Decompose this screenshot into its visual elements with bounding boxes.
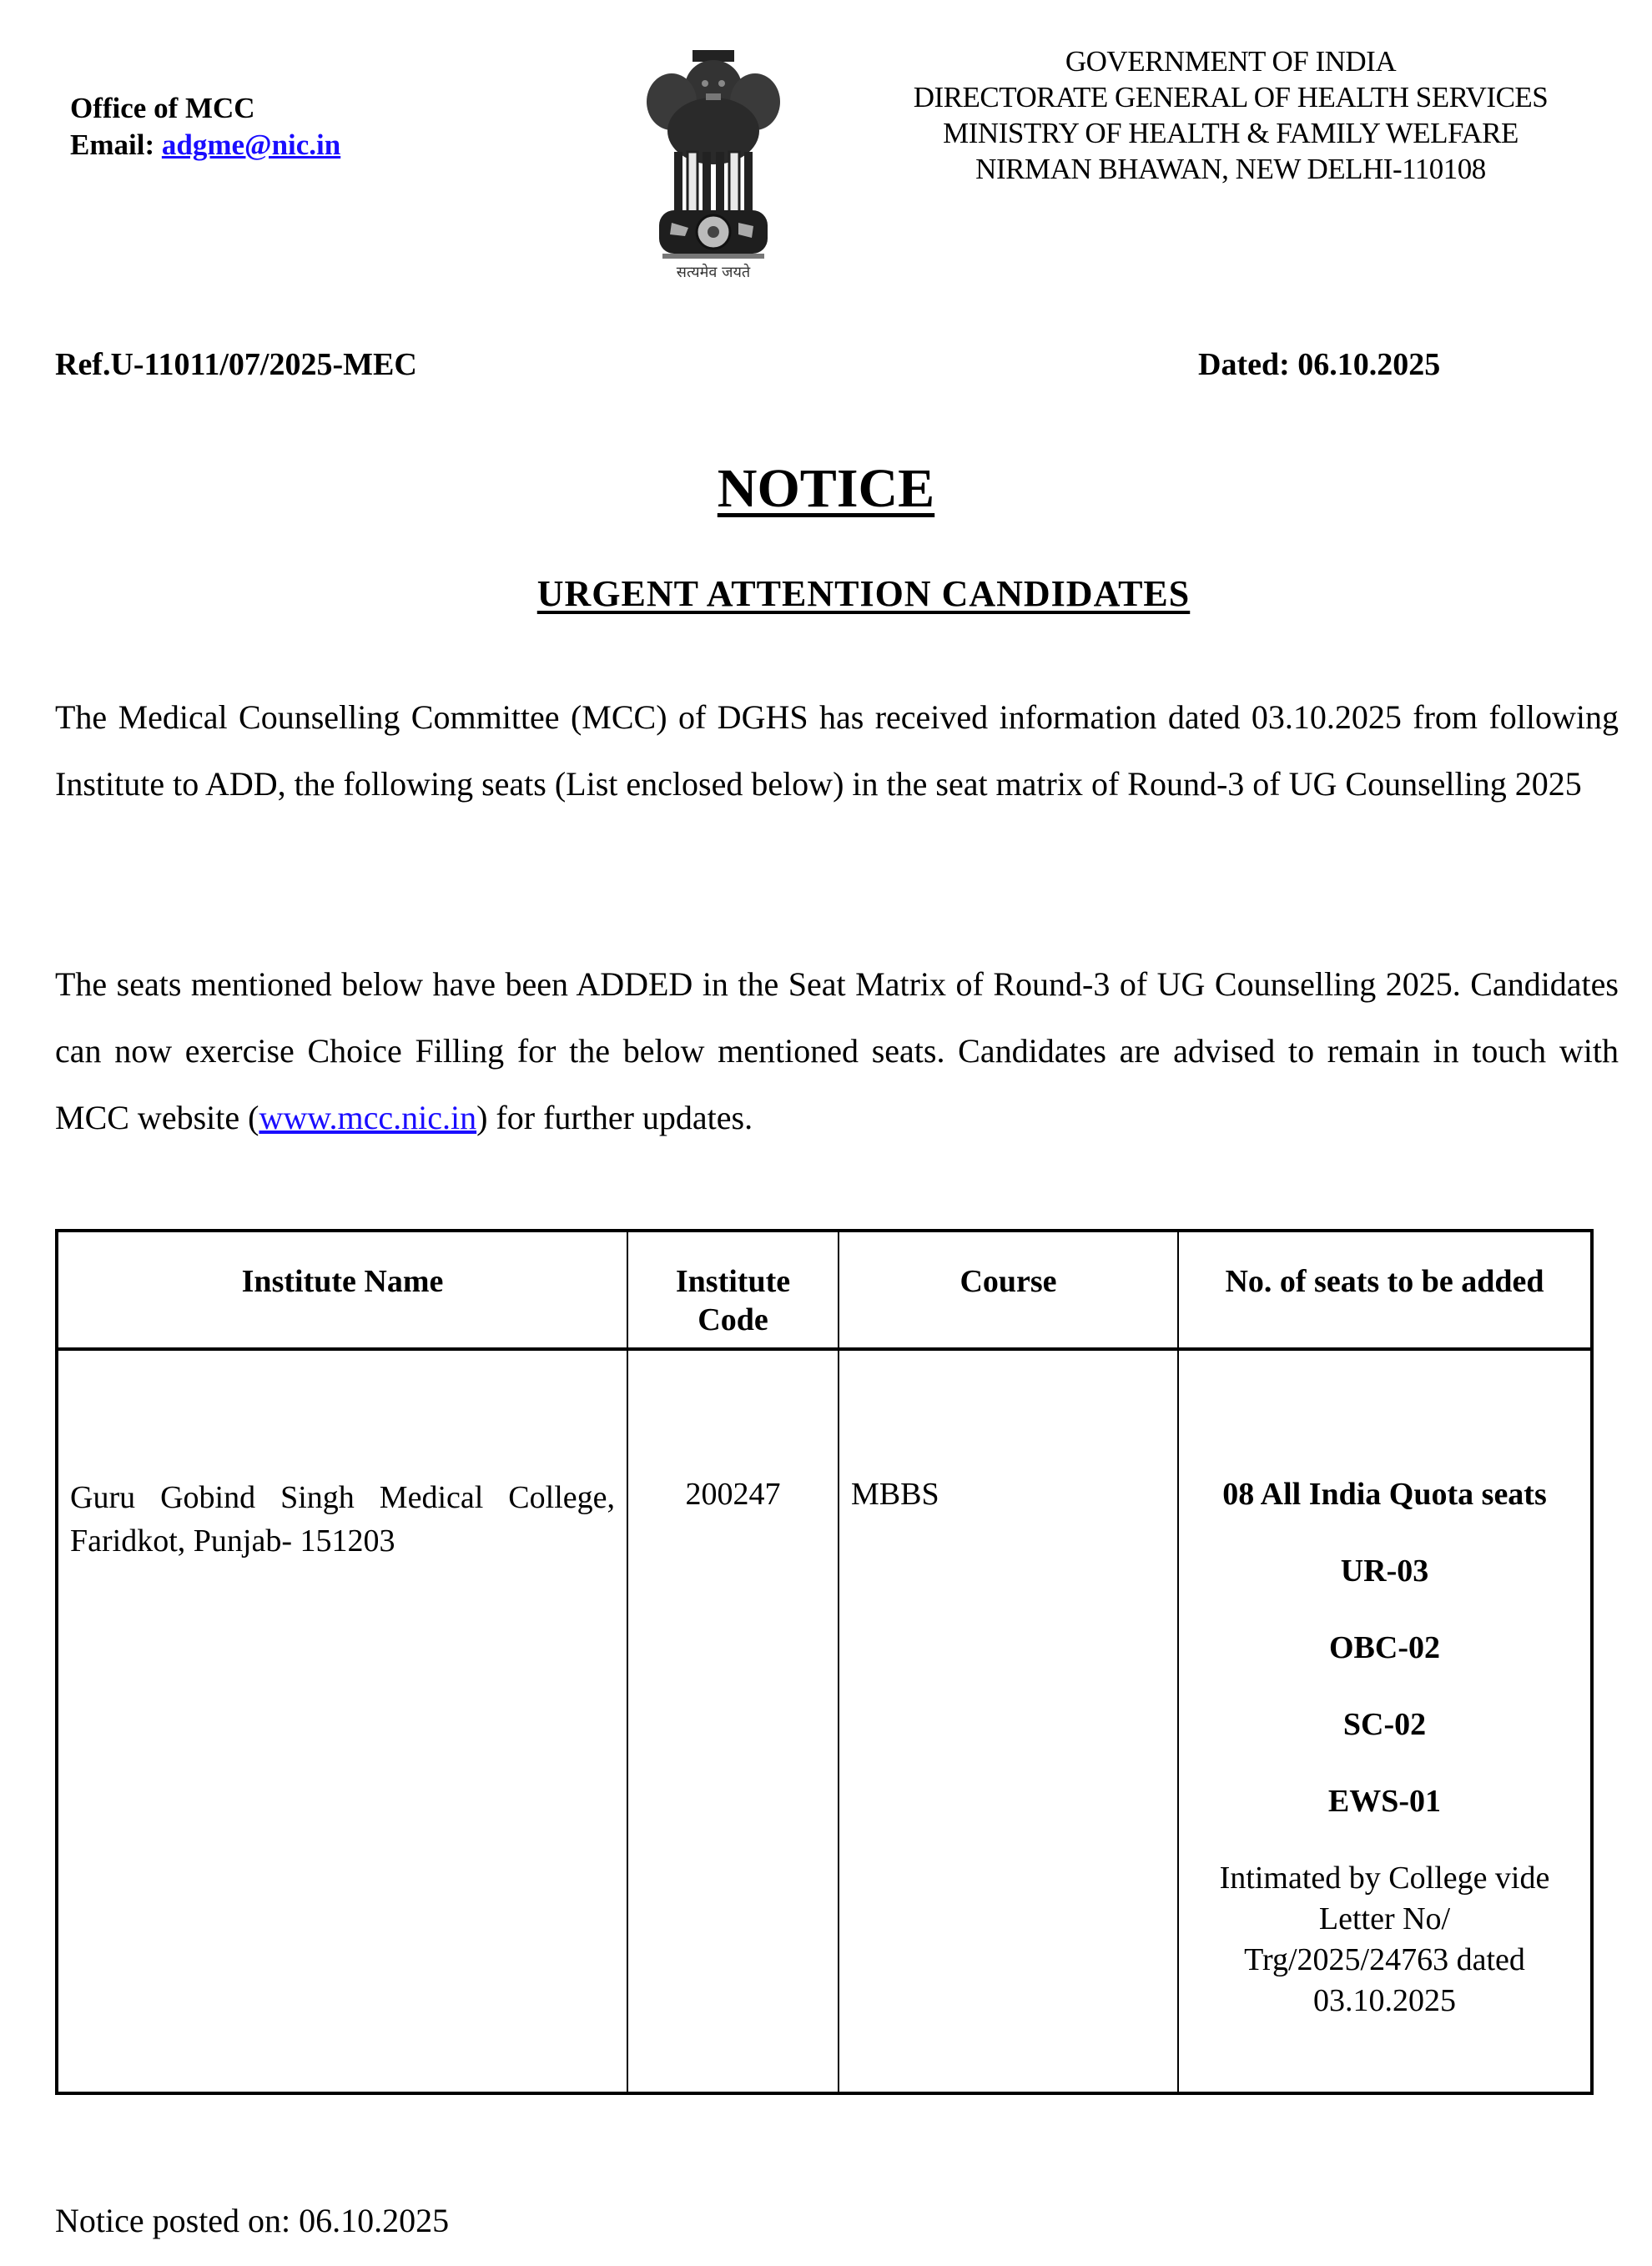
seat-category: UR-03 [1340, 1553, 1429, 1589]
notice-date: Dated: 06.10.2025 [1198, 347, 1441, 382]
office-block [70, 90, 340, 164]
seat-category: EWS-01 [1327, 1784, 1442, 1819]
office-name: Office of MCC [70, 92, 255, 124]
college-letter-note [1191, 1858, 1579, 2022]
seat-addition-table [55, 1229, 1594, 2095]
seat-category: OBC-02 [1329, 1630, 1440, 1665]
email-link[interactable]: adgme@nic.in [161, 128, 341, 161]
page-subtitle [0, 572, 1652, 615]
page-title [0, 457, 1652, 521]
cell-course: MBBS [839, 1349, 1178, 2093]
seat-category: SC-02 [1342, 1707, 1427, 1742]
reference-number: Ref.U-11011/07/2025-MEC [55, 347, 417, 382]
table-row [57, 1349, 1592, 2093]
seats-total: 08 All India Quota seats [1222, 1477, 1547, 1512]
header-course: Course [839, 1231, 1178, 1349]
note-line: Letter No/ [1318, 1901, 1451, 1936]
note-line: Trg/2025/24763 dated [1244, 1942, 1525, 1977]
note-line: 03.10.2025 [1313, 1983, 1456, 2018]
cell-institute-name: Guru Gobind Singh Medical College, Faridkot, Punjab- 151203 [57, 1349, 627, 2093]
header-institute-code: Institute Code [627, 1231, 839, 1349]
emblem-motto: सत्यमेव जयते [676, 264, 751, 281]
table-header-row [57, 1231, 1592, 1349]
national-emblem-icon [634, 43, 793, 285]
intro-paragraph: The Medical Counselling Committee (MCC) of DGHS has received information dated 03.10.2025 from following Institute to ADD, the following seats (List enclosed below) in the seat matrix of Round-3 of UG Counselling 2025 [55, 698, 1619, 803]
urgent-subtitle-text: URGENT ATTENTION CANDIDATES [536, 573, 1191, 614]
paragraph-text-after-link: ) for further updates. [476, 1099, 753, 1136]
email-label: Email: [70, 128, 162, 161]
added-seats-paragraph [55, 951, 1619, 1151]
header-seats-to-add: No. of seats to be added [1178, 1231, 1592, 1349]
cell-seats [1178, 1349, 1592, 2093]
government-header [868, 43, 1594, 187]
govt-line-3: MINISTRY OF HEALTH & FAMILY WELFARE [943, 117, 1519, 149]
lion-capital-icon [634, 43, 793, 285]
govt-line-4: NIRMAN BHAWAN, NEW DELHI-110108 [975, 153, 1486, 185]
mcc-website-link[interactable]: www.mcc.nic.in [259, 1099, 477, 1136]
paragraph-text-before-link: The seats mentioned below have been ADDED in the Seat Matrix of Round-3 of UG Counselling 2025. Candidates can now exercise Choice Filling for the below mentioned seats. Candidates are advised to remain in touch with MCC website ( [55, 965, 1619, 1136]
govt-line-1: GOVERNMENT OF INDIA [1065, 45, 1397, 78]
notice-posted-date: Notice posted on: 06.10.2025 [55, 2202, 450, 2239]
cell-institute-code: 200247 [627, 1349, 839, 2093]
note-line: Intimated by College vide [1219, 1861, 1550, 1896]
govt-line-2: DIRECTORATE GENERAL OF HEALTH SERVICES [913, 81, 1549, 113]
email-line [70, 127, 340, 164]
header-institute-name: Institute Name [57, 1231, 627, 1349]
notice-title-text: NOTICE [717, 458, 935, 519]
